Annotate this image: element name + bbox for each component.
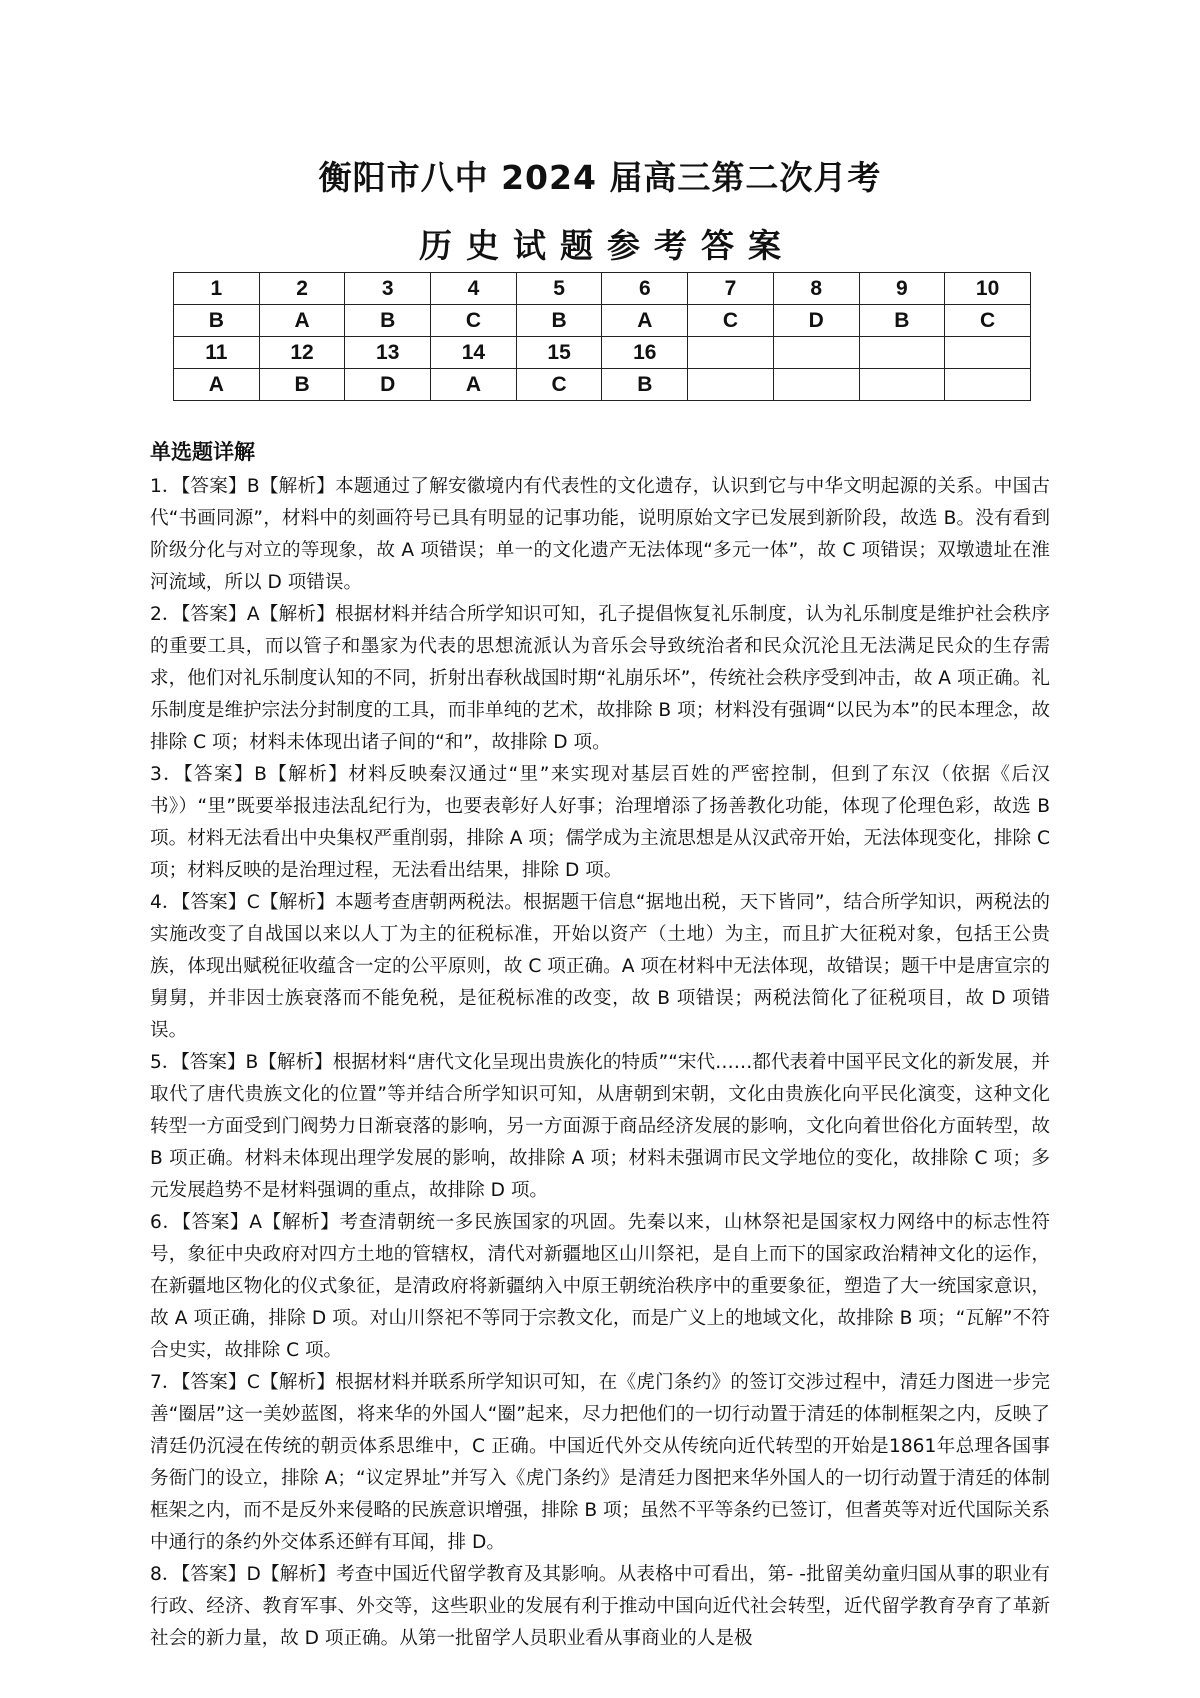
question-number-cell: 14	[431, 337, 517, 369]
answer-cell: C	[688, 305, 774, 337]
answer-cell: D	[345, 369, 431, 401]
question-number-cell: 6	[602, 273, 688, 305]
explanation-paragraph: 1．【答案】B【解析】本题通过了解安徽境内有代表性的文化遗存，认识到它与中华文明起源的关系。中国古代“书画同源”，材料中的刻画符号已具有明显的记事功能，说明原始文字已发展到新阶段，故选 B。没有看到阶级分化与对立的等现象，故 A 项错误；单一的文化遗产无法体现“多元一体”，故 C 项错误；双墩遗址在淮河流域，所以 D 项错误。	[150, 476, 1050, 593]
explanation-paragraph: 3．【答案】B【解析】材料反映秦汉通过“里”来实现对基层百姓的严密控制，但到了东汉（依据《后汉书》）“里”既要举报违法乱纪行为，也要表彰好人好事；治理增添了扬善教化功能，体现了伦理色彩，故选 B 项。材料无法看出中央集权严重削弱，排除 A 项；儒学成为主流思想是从汉武帝开始，无法体现变化，排除 C 项；材料反映的是治理过程，无法看出结果，排除 D 项。	[150, 764, 1050, 881]
explanations-body	[150, 471, 1050, 1655]
question-number-row	[174, 273, 1031, 305]
answer-cell	[688, 369, 774, 401]
answer-table	[173, 272, 1031, 401]
question-number-cell: 16	[602, 337, 688, 369]
answer-row	[174, 369, 1031, 401]
answer-cell: C	[945, 305, 1031, 337]
question-number-row	[174, 337, 1031, 369]
answer-cell: D	[773, 305, 859, 337]
answer-cell: A	[174, 369, 260, 401]
answer-cell: C	[516, 369, 602, 401]
section-heading: 单选题详解	[150, 440, 255, 464]
question-number-cell	[688, 337, 774, 369]
explanation-paragraph: 8．【答案】D【解析】考查中国近代留学教育及其影响。从表格中可看出，第- -批留美幼童归国从事的职业有行政、经济、教育军事、外交等，这些职业的发展有利于推动中国向近代社会转型，近代留学教育孕育了革新社会的新力量，故 D 项正确。从第一批留学人员职业看从事商业的人是极	[150, 1564, 1050, 1649]
explanation-paragraph: 2．【答案】A【解析】根据材料并结合所学知识可知，孔子提倡恢复礼乐制度，认为礼乐制度是维护社会秩序的重要工具，而以管子和墨家为代表的思想流派认为音乐会导致统治者和民众沉沦且无法满足民众的生存需求，他们对礼乐制度认知的不同，折射出春秋战国时期“礼崩乐坏”，传统社会秩序受到冲击，故 A 项正确。礼乐制度是维护宗法分封制度的工具，而非单纯的艺术，故排除 B 项；材料没有强调“以民为本”的民本理念，故排除 C 项；材料未体现出诸子间的“和”，故排除 D 项。	[150, 604, 1050, 753]
question-number-cell: 10	[945, 273, 1031, 305]
explanation-paragraph: 4．【答案】C【解析】本题考查唐朝两税法。根据题干信息“据地出税，天下皆同”，结合所学知识，两税法的实施改变了自战国以来以人丁为主的征税标准，开始以资产（土地）为主，而且扩大征税对象，包括王公贵族，体现出赋税征收蕴含一定的公平原则，故 C 项正确。A 项在材料中无法体现，故错误；题干中是唐宣宗的舅舅，并非因士族衰落而不能免税，是征税标准的改变，故 B 项错误；两税法简化了征税项目，故 D 项错误。	[150, 892, 1050, 1041]
question-number-cell: 12	[259, 337, 345, 369]
explanation-paragraph: 5．【答案】B【解析】根据材料“唐代文化呈现出贵族化的特质”“宋代……都代表着中国平民文化的新发展，并取代了唐代贵族文化的位置”等并结合所学知识可知，从唐朝到宋朝，文化由贵族化向平民化演变，这种文化转型一方面受到门阀势力日渐衰落的影响，另一方面源于商品经济发展的影响，文化向着世俗化方面转型，故 B 项正确。材料未体现出理学发展的影响，故排除 A 项；材料未强调市民文学地位的变化，故排除 C 项；多元发展趋势不是材料强调的重点，故排除 D 项。	[150, 1052, 1050, 1201]
answer-cell: B	[174, 305, 260, 337]
question-number-cell: 2	[259, 273, 345, 305]
answer-cell	[859, 369, 945, 401]
question-number-cell: 7	[688, 273, 774, 305]
answer-cell: A	[602, 305, 688, 337]
question-number-cell: 11	[174, 337, 260, 369]
question-number-cell	[945, 337, 1031, 369]
question-number-cell	[859, 337, 945, 369]
question-number-cell: 15	[516, 337, 602, 369]
answer-cell: A	[259, 305, 345, 337]
page-subtitle: 历史试题参考答案	[419, 226, 795, 265]
explanation-paragraph: 7．【答案】C【解析】根据材料并联系所学知识可知，在《虎门条约》的签订交涉过程中，清廷力图进一步完善“圈居”这一美妙蓝图，将来华的外国人“圈”起来，尽力把他们的一切行动置于清廷的体制框架之内，反映了清廷仍沉浸在传统的朝贡体系思维中，C 正确。中国近代外交从传统向近代转型的开始是1861年总理各国事务衙门的设立，排除 A；“议定界址”并写入《虎门条约》是清廷力图把来华外国人的一切行动置于清廷的体制框架之内，而不是反外来侵略的民族意识增强，排除 B 项；虽然不平等条约已签订，但耆英等对近代国际关系中通行的条约外交体系还鲜有耳闻，排 D。	[150, 1372, 1050, 1553]
answer-cell	[773, 369, 859, 401]
answer-cell: B	[259, 369, 345, 401]
explanation-paragraph: 6．【答案】A【解析】考查清朝统一多民族国家的巩固。先秦以来，山林祭祀是国家权力网络中的标志性符号，象征中央政府对四方土地的管辖权，清代对新疆地区山川祭祀，是自上而下的国家政治精神文化的运作，在新疆地区物化的仪式象征，是清政府将新疆纳入中原王朝统治秩序中的重要象征，塑造了大一统国家意识，故 A 项正确，排除 D 项。对山川祭祀不等同于宗教文化，而是广义上的地域文化，故排除 B 项；“瓦解”不符合史实，故排除 C 项。	[150, 1212, 1050, 1361]
question-number-cell: 4	[431, 273, 517, 305]
question-number-cell: 8	[773, 273, 859, 305]
question-number-cell: 1	[174, 273, 260, 305]
answer-cell: B	[859, 305, 945, 337]
question-number-cell: 5	[516, 273, 602, 305]
question-number-cell: 3	[345, 273, 431, 305]
answer-cell	[945, 369, 1031, 401]
answer-cell: A	[431, 369, 517, 401]
answer-cell: B	[602, 369, 688, 401]
answer-row	[174, 305, 1031, 337]
answer-cell: B	[516, 305, 602, 337]
question-number-cell: 13	[345, 337, 431, 369]
page-title: 衡阳市八中 2024 届高三第二次月考	[318, 158, 882, 197]
question-number-cell	[773, 337, 859, 369]
question-number-cell: 9	[859, 273, 945, 305]
answer-cell: C	[431, 305, 517, 337]
answer-cell: B	[345, 305, 431, 337]
